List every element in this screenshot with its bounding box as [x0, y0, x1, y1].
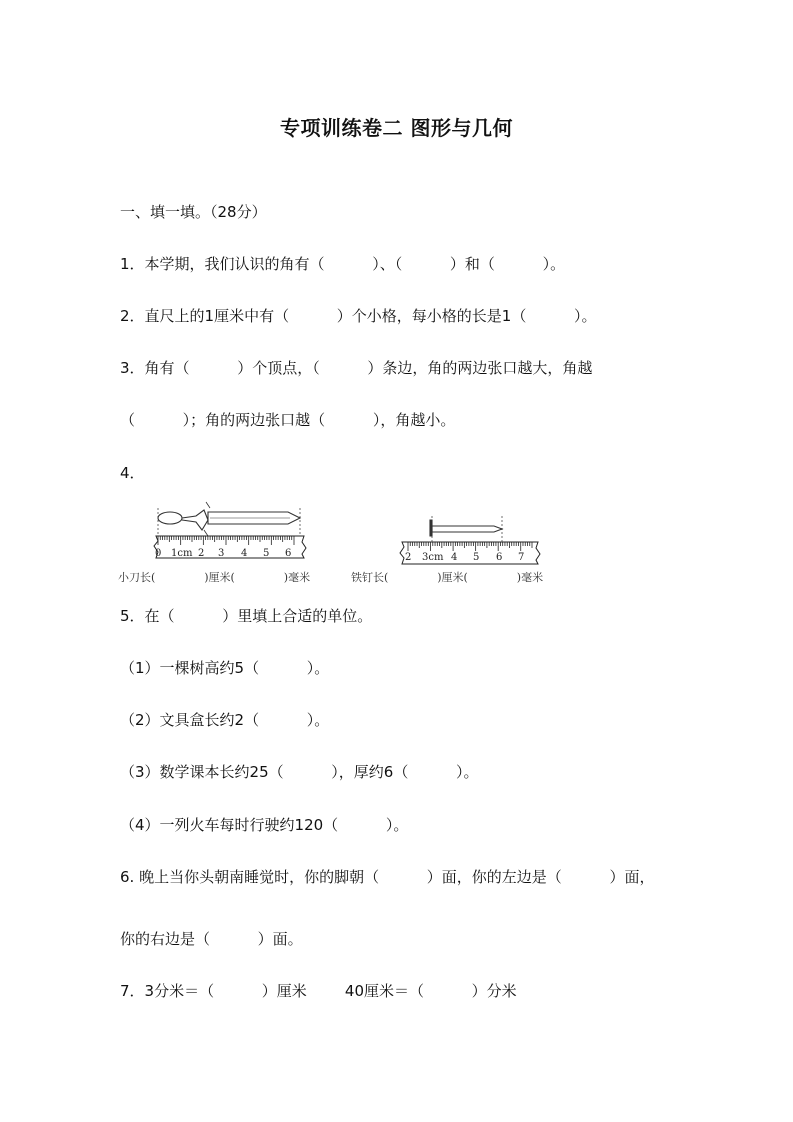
knife-tick-label: 2 [198, 548, 205, 559]
question-6-line-1: 6. 晚上当你头朝南睡觉时，你的脚朝（ ）面，你的左边是（ ）面， [120, 868, 655, 886]
question-5-stem: 5．在（ ）里填上合适的单位。 [120, 607, 373, 625]
page-title: 专项训练卷二 图形与几何 [280, 116, 513, 140]
knife-drawing [158, 502, 300, 536]
nail-tick-label: 5 [473, 552, 480, 563]
question-4-number: 4． [120, 464, 145, 482]
question-2: 2．直尺上的1厘米中有（ ）个小格，每小格的长是1（ ）。 [120, 307, 597, 325]
section-heading: 一、填一填。（28分） [120, 203, 267, 221]
question-5-item-3: （3）数学课本长约25（ ），厚约6（ ）。 [120, 763, 479, 781]
knife-tick-label: 6 [285, 548, 292, 559]
nail-tick-label: 7 [518, 552, 525, 563]
knife-tick-label: 3 [218, 548, 225, 559]
nail-tick-label: 2 [405, 552, 412, 563]
question-4-figure [118, 496, 588, 588]
nail-tick-label: 4 [451, 552, 458, 563]
question-7: 7．3分米＝（ ）厘米 40厘米＝（ ）分米 [120, 982, 517, 1000]
nail-drawing [430, 516, 502, 542]
question-1: 1．本学期，我们认识的角有（ ）、（ ）和（ ）。 [120, 255, 566, 273]
question-3-line-2: （ ）；角的两边张口越（ ），角越小。 [120, 411, 456, 429]
knife-tick-label: 4 [241, 548, 248, 559]
nail-tick-label: 6 [496, 552, 503, 563]
question-3-line-1: 3．角有（ ）个顶点，（ ）条边，角的两边张口越大，角越 [120, 359, 593, 377]
nail-caption: 铁钉长( )厘米( )毫米 [351, 571, 544, 584]
knife-caption: 小刀长( )厘米( )毫米 [118, 571, 311, 584]
question-5-item-2: （2）文具盒长约2（ ）。 [120, 711, 330, 729]
knife-tick-label: 0 [155, 548, 162, 559]
nail-tick-label: 3cm [422, 552, 444, 563]
knife-tick-label: 5 [263, 548, 270, 559]
question-5-item-1: （1）一棵树高约5（ ）。 [120, 659, 330, 677]
knife-tick-label: 1cm [171, 548, 193, 559]
question-5-item-4: （4）一列火车每时行驶约120（ ）。 [120, 816, 409, 834]
question-6-line-2: 你的右边是（ ）面。 [120, 930, 303, 948]
